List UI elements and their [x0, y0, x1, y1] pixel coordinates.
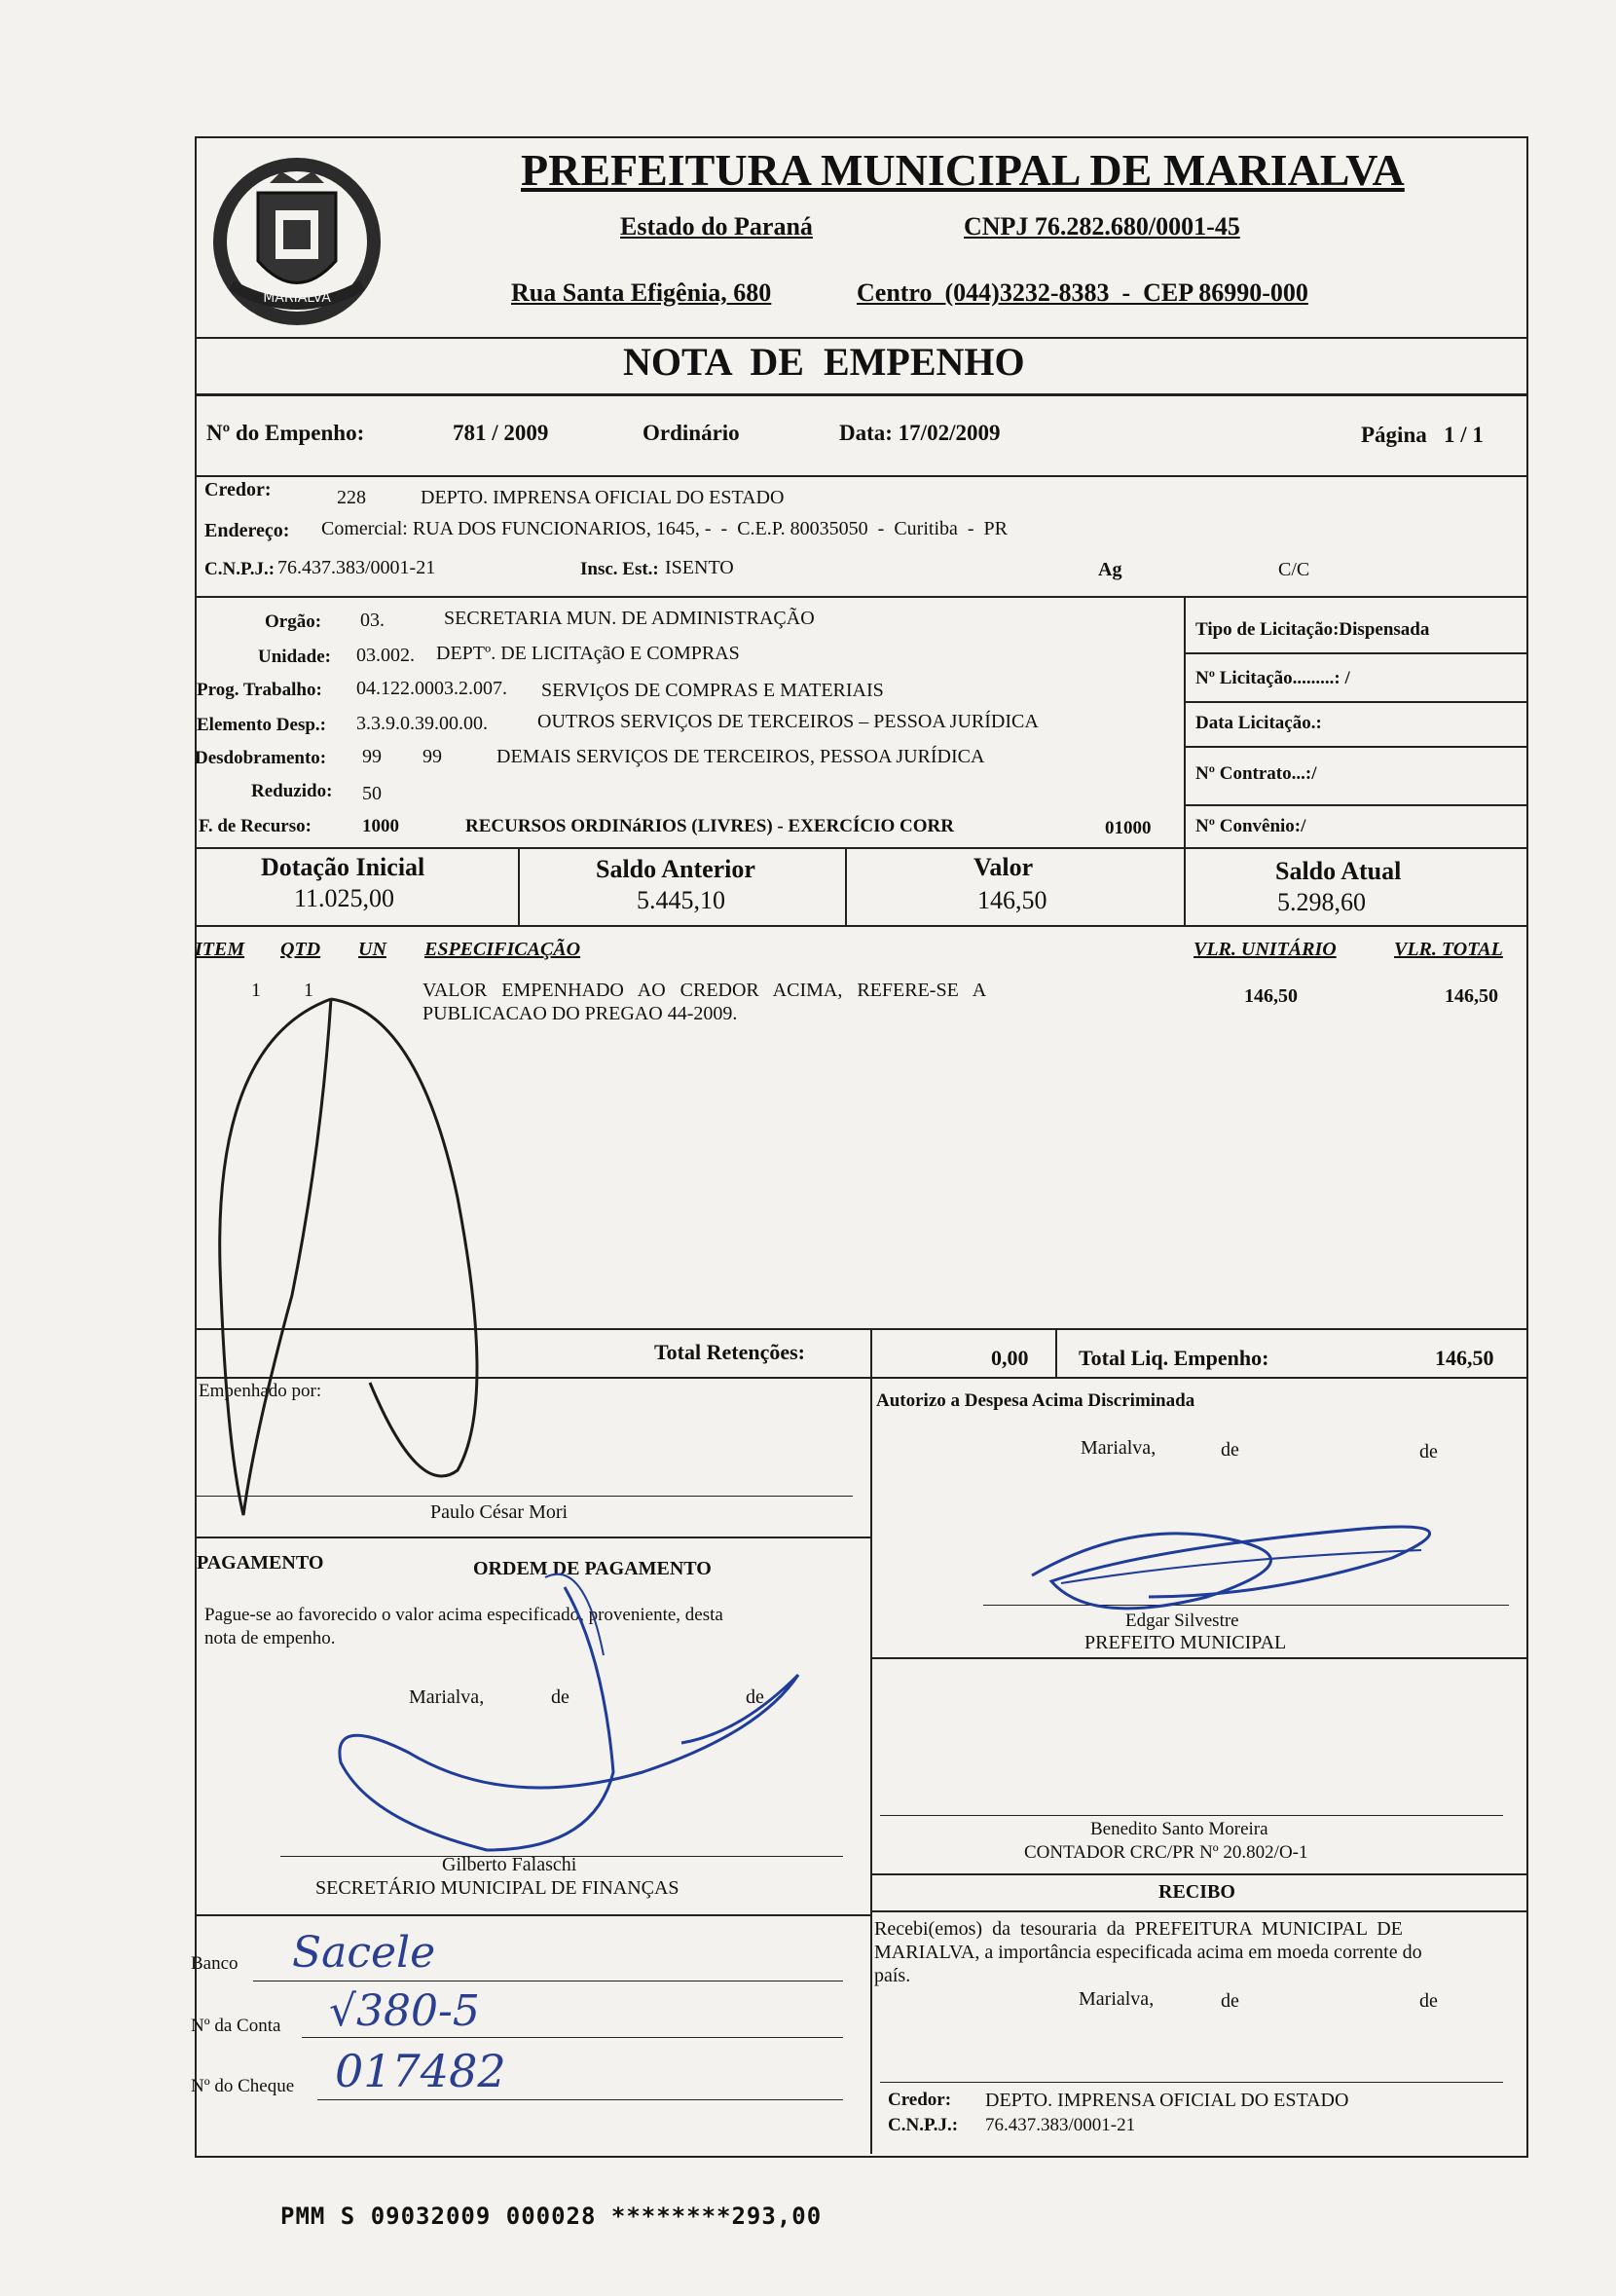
prog-label: Prog. Trabalho: — [197, 680, 322, 700]
numero-contrato: Nº Contrato...:/ — [1195, 763, 1317, 784]
recibo-text1: Recebi(emos) da tesouraria da PREFEITURA MUNICIPAL DE — [874, 1918, 1403, 1940]
empenho-label: Nº do Empenho: — [206, 421, 365, 445]
saldo-anterior-label: Saldo Anterior — [596, 855, 755, 883]
fonte-suffix: 01000 — [1105, 818, 1152, 838]
valor-label: Valor — [973, 853, 1034, 881]
conta-label: Nº da Conta — [191, 2016, 281, 2036]
orgao-name: SECRETARIA MUN. DE ADMINISTRAÇÃO — [444, 608, 815, 629]
pagamento-label: PAGAMENTO — [197, 1552, 324, 1574]
valor-value: 146,50 — [977, 886, 1047, 914]
contador-role: CONTADOR CRC/PR Nº 20.802/O-1 — [1024, 1842, 1308, 1863]
unidade-code: 03.002. — [356, 645, 415, 666]
prog-name: SERVIçOS DE COMPRAS E MATERIAIS — [541, 680, 884, 701]
numero-licitacao: Nº Licitação.........: / — [1195, 668, 1350, 688]
recibo-place: Marialva, — [1079, 1988, 1155, 2010]
creditor-cnpj: 76.437.383/0001-21 — [277, 557, 436, 578]
autorizo-de1: de — [1221, 1439, 1239, 1461]
creditor-ag: Ag — [1098, 559, 1122, 580]
autorizo-label: Autorizo a Despesa Acima Discriminada — [876, 1390, 1195, 1411]
desdobramento-name: DEMAIS SERVIÇOS DE TERCEIROS, PESSOA JURÍDICA — [496, 746, 985, 767]
item-unit-value: 146,50 — [1244, 985, 1298, 1007]
col-qtd: QTD — [280, 939, 321, 960]
col-un: UN — [358, 939, 386, 960]
creditor-name: DEPTO. IMPRENSA OFICIAL DO ESTADO — [421, 487, 785, 508]
numero-convenio: Nº Convênio:/ — [1195, 816, 1306, 836]
elemento-label: Elemento Desp.: — [197, 715, 326, 735]
pagamento-de2: de — [746, 1686, 764, 1708]
item-qtd: 1 — [304, 980, 313, 1001]
recibo-de1: de — [1221, 1990, 1239, 2012]
item-desc-line2: PUBLICACAO DO PREGAO 44-2009. — [422, 1003, 738, 1024]
org-state: Estado do Paraná — [620, 212, 813, 241]
org-title: PREFEITURA MUNICIPAL DE MARIALVA — [521, 145, 1405, 195]
pagamento-place: Marialva, — [409, 1686, 485, 1708]
cheque-label: Nº do Cheque — [191, 2076, 295, 2096]
banco-value: Sacele — [292, 1928, 436, 1978]
autorizo-role: PREFEITO MUNICIPAL — [1084, 1632, 1287, 1653]
org-contact: Centro (044)3232-8383 - CEP 86990-000 — [857, 278, 1308, 307]
recibo-label: RECIBO — [1158, 1881, 1235, 1903]
empenhado-label: Empenhado por: — [199, 1381, 322, 1401]
retencoes-label: Total Retenções: — [654, 1340, 805, 1364]
empenhado-signer: Paulo César Mori — [430, 1501, 569, 1523]
col-espec: ESPECIFICAÇÃO — [424, 939, 581, 960]
creditor-label: Credor: — [204, 479, 272, 500]
page-number: Página 1 / 1 — [1361, 423, 1484, 447]
desdobramento-a: 99 — [362, 746, 382, 767]
recibo-credor-label: Credor: — [888, 2090, 952, 2110]
liquido-label: Total Liq. Empenho: — [1079, 1346, 1269, 1370]
recibo-cnpj: 76.437.383/0001-21 — [985, 2115, 1136, 2135]
recibo-credor: DEPTO. IMPRENSA OFICIAL DO ESTADO — [985, 2090, 1349, 2111]
cheque-value: 017482 — [335, 2045, 506, 2097]
col-vlr-unit: VLR. UNITÁRIO — [1194, 939, 1337, 960]
orgao-label: Orgão: — [265, 611, 322, 632]
item-total-value: 146,50 — [1445, 985, 1498, 1007]
saldo-atual-label: Saldo Atual — [1275, 857, 1402, 885]
ordem-pagamento-label: ORDEM DE PAGAMENTO — [473, 1558, 712, 1579]
saldo-anterior-value: 5.445,10 — [637, 886, 725, 914]
elemento-name: OUTROS SERVIÇOS DE TERCEIROS – PESSOA JURÍDICA — [537, 711, 1039, 732]
pagamento-signer: Gilberto Falaschi — [442, 1854, 577, 1875]
item-number: 1 — [251, 980, 261, 1001]
pagamento-text1: Pague-se ao favorecido o valor acima especificado, proveniente, desta — [204, 1605, 723, 1625]
orgao-code: 03. — [360, 610, 385, 631]
svg-text:MARIALVA: MARIALVA — [263, 290, 331, 306]
pagamento-text2: nota de empenho. — [204, 1628, 336, 1648]
unidade-name: DEPTº. DE LICITAçãO E COMPRAS — [436, 643, 740, 664]
doc-title: NOTA DE EMPENHO — [623, 340, 1025, 384]
creditor-ie: ISENTO — [665, 557, 734, 578]
empenho-number: 781 / 2009 — [453, 421, 549, 445]
prog-code: 04.122.0003.2.007. — [356, 678, 507, 699]
pagamento-role: SECRETÁRIO MUNICIPAL DE FINANÇAS — [315, 1877, 679, 1899]
creditor-cc: C/C — [1278, 559, 1310, 580]
reduzido-label: Reduzido: — [251, 781, 333, 801]
empenho-type: Ordinário — [643, 421, 740, 445]
liquido-value: 146,50 — [1435, 1346, 1494, 1370]
saldo-atual-value: 5.298,60 — [1277, 888, 1366, 916]
desdobramento-b: 99 — [422, 746, 442, 767]
processing-stamp: PMM S 09032009 000028 ********293,00 — [280, 2203, 823, 2230]
org-address: Rua Santa Efigênia, 680 — [511, 278, 772, 307]
pagamento-de1: de — [551, 1686, 569, 1708]
fonte-name: RECURSOS ORDINáRIOS (LIVRES) - EXERCÍCIO CORR — [465, 816, 954, 836]
recibo-text2: MARIALVA, a importância especificada acima em moeda corrente do — [874, 1942, 1422, 1963]
fonte-label: F. de Recurso: — [199, 816, 312, 836]
reduzido-code: 50 — [362, 783, 382, 804]
unidade-label: Unidade: — [258, 647, 331, 667]
empenho-date: Data: 17/02/2009 — [839, 421, 1001, 445]
address-label: Endereço: — [204, 520, 290, 541]
col-vlr-total: VLR. TOTAL — [1394, 939, 1503, 960]
retencoes-value: 0,00 — [991, 1346, 1029, 1370]
desdobramento-label: Desdobramento: — [195, 748, 327, 768]
col-item: ITEM — [195, 939, 245, 960]
autorizo-signer: Edgar Silvestre — [1125, 1611, 1239, 1631]
autorizo-de2: de — [1419, 1441, 1438, 1463]
tipo-licitacao: Tipo de Licitação:Dispensada — [1195, 619, 1430, 640]
autorizo-place: Marialva, — [1081, 1437, 1157, 1459]
creditor-code: 228 — [337, 487, 366, 508]
dotacao-label: Dotação Inicial — [261, 853, 425, 881]
recibo-cnpj-label: C.N.P.J.: — [888, 2115, 959, 2135]
cnpj-label: C.N.P.J.: — [204, 559, 275, 579]
conta-value: √380-5 — [329, 1986, 480, 2036]
ie-label: Insc. Est.: — [580, 559, 659, 579]
banco-label: Banco — [191, 1953, 239, 1974]
org-cnpj: CNPJ 76.282.680/0001-45 — [964, 212, 1240, 241]
creditor-address: Comercial: RUA DOS FUNCIONARIOS, 1645, - - C.E.P. 80035050 - Curitiba - PR — [321, 518, 1009, 539]
dotacao-value: 11.025,00 — [294, 884, 395, 912]
data-licitacao: Data Licitação.: — [1195, 713, 1322, 733]
elemento-code: 3.3.9.0.39.00.00. — [356, 713, 488, 734]
recibo-de2: de — [1419, 1990, 1438, 2012]
item-desc-line1: VALOR EMPENHADO AO CREDOR ACIMA, REFERE-SE A — [422, 980, 987, 1001]
contador-name: Benedito Santo Moreira — [1090, 1819, 1268, 1839]
fonte-code: 1000 — [362, 816, 399, 836]
recibo-text3: país. — [874, 1965, 911, 1986]
